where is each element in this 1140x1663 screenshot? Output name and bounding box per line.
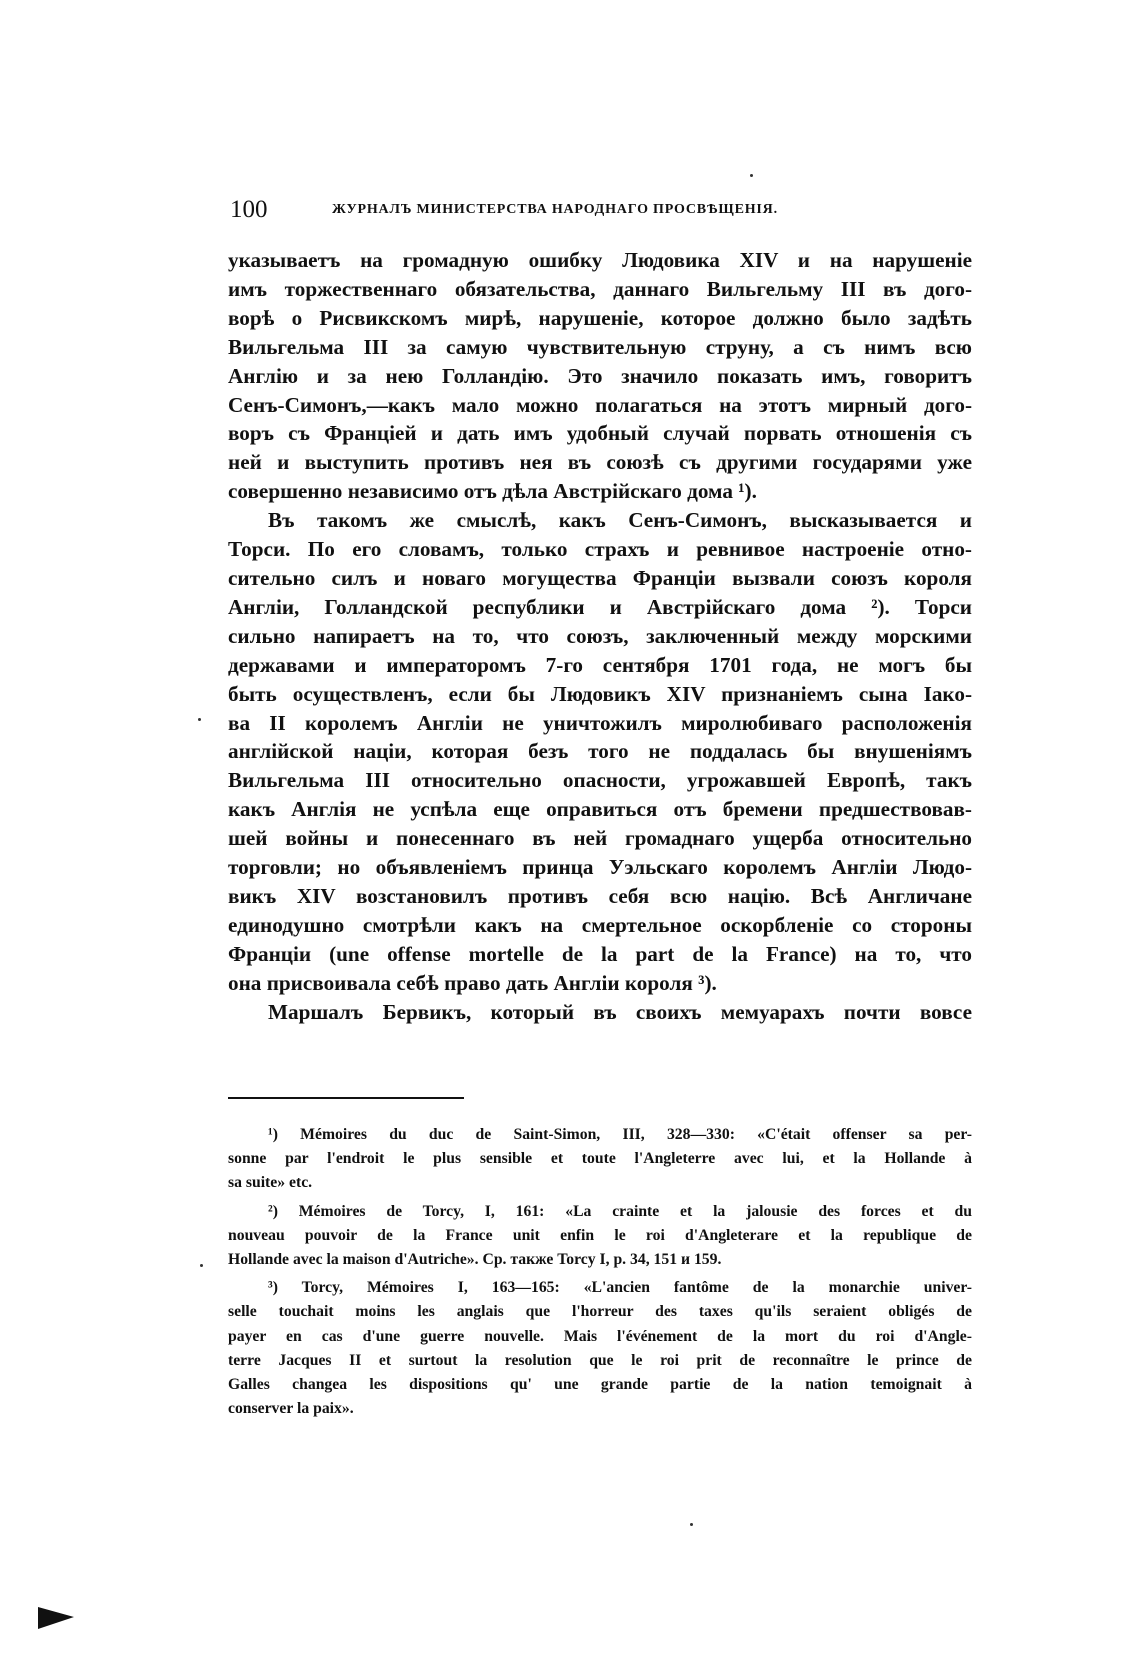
text-line: англійской націи, которая безъ того не поддалась бы внушеніямъ xyxy=(228,739,972,764)
text-line: быть осуществленъ, если бы Людовикъ XIV признаніемъ сына Іако- xyxy=(228,681,972,706)
text-line: единодушно смотрѣли какъ на смертельное оскорбленіе со стороны xyxy=(228,912,972,937)
footnote-line: ¹) Mémoires du duc de Saint-Simon, III, 328—330: «C'était offenser sa per- xyxy=(268,1126,972,1143)
text-line: Вильгельма III за самую чувствительную струну, а съ нимъ всю xyxy=(228,334,972,359)
running-header xyxy=(230,196,970,226)
footnote-line: selle touchait moins les anglais que l'horreur des taxes qu'ils seraient obligés de xyxy=(228,1303,972,1321)
text-line: Торси. По его словамъ, только страхъ и ревнивое настроеніе отно- xyxy=(228,537,972,562)
footnotes xyxy=(228,1123,972,1421)
footnote-line: sa suite» etc. xyxy=(228,1174,313,1192)
footnote-line: sonne par l'endroit le plus sensible et toute l'Angleterre avec lui, et la Hollande à xyxy=(228,1150,972,1168)
footnote-line: payer en cas d'une guerre nouvelle. Mais l'événement de la mort du roi d'Angle- xyxy=(228,1327,972,1345)
text-line: Маршалъ Бервикъ, который въ своихъ мемуарахъ почти вовсе xyxy=(268,999,972,1024)
footnote-line: ²) Mémoires de Torcy, I, 161: «La crainte et la jalousie des forces et du xyxy=(268,1202,972,1220)
text-line: державами и императоромъ 7-го сентября 1701 года, не могъ бы xyxy=(228,652,972,677)
text-line: она присвоивала себѣ право дать Англіи короля ³). xyxy=(228,970,717,995)
text-line: Вильгельма III относительно опасности, угрожавшей Европѣ, такъ xyxy=(228,768,972,793)
text-line: указываетъ на громадную ошибку Людовика XIV и на нарушеніе xyxy=(228,248,972,272)
footnote-rule xyxy=(228,1097,464,1099)
footnote-line: Hollande avec la maison d'Autriche». Ср. также Torcy I, p. 34, 151 и 159. xyxy=(228,1251,722,1269)
main-text xyxy=(228,246,972,1026)
speck-mark xyxy=(200,1264,203,1267)
text-line: Англію и за нею Голландію. Это значило показать имъ, говоритъ xyxy=(228,363,972,388)
journal-title: ЖУРНАЛЪ МИНИСТЕРСТВА НАРОДНАГО ПРОСВѢЩЕНІЯ. xyxy=(332,202,778,217)
text-line: воръ съ Франціей и дать имъ удобный случай порвать отношенія съ xyxy=(228,421,972,446)
triangle-marker-icon xyxy=(38,1607,74,1629)
text-line: ва II королемъ Англіи не уничтожилъ миролюбиваго расположенія xyxy=(228,710,972,735)
text-line: ворѣ о Рисвикскомъ мирѣ, нарушеніе, которое должно было задѣть xyxy=(228,305,972,330)
page-number: 100 xyxy=(230,196,268,223)
speck-mark xyxy=(690,1523,693,1526)
text-line: шей войны и понесеннаго въ ней громаднаго ущерба относительно xyxy=(228,826,972,851)
text-line: Франціи (une offense mortelle de la part de la France) на то, что xyxy=(228,941,972,966)
text-line: имъ торжественнаго обязательства, даннаго Вильгельму III въ дого- xyxy=(228,276,972,301)
text-line: Англіи, Голландской республики и Австрійскаго дома ²). Торси xyxy=(228,594,972,619)
footnote-line: terre Jacques II et surtout la resolution que le roi prit de reconnaître le prince de xyxy=(228,1351,972,1369)
footnote-line: nouveau pouvoir de la France unit enfin le roi d'Angleterare et la republique de xyxy=(228,1226,972,1244)
speck-mark xyxy=(750,174,753,177)
text-line: Въ такомъ же смыслѣ, какъ Сенъ-Симонъ, высказывается и xyxy=(268,508,972,533)
text-line: совершенно независимо отъ дѣла Австрійскаго дома ¹). xyxy=(228,479,757,504)
footnote-line: Galles changea les dispositions qu' une grande partie de la nation temoignait à xyxy=(228,1376,972,1394)
text-line: какъ Англія не успѣла еще оправиться отъ бремени предшествовав- xyxy=(228,797,972,822)
footnote-line: ³) Torcy, Mémoires I, 163—165: «L'ancien fantôme de la monarchie univer- xyxy=(268,1279,972,1297)
text-line: Сенъ-Симонъ,—какъ мало можно полагаться на этотъ мирный дого- xyxy=(228,392,972,417)
text-line: торговли; но объявленіемъ принца Уэльскаго королемъ Англіи Людо- xyxy=(228,855,972,880)
text-line: ней и выступить противъ нея въ союзѣ съ другими государями уже xyxy=(228,450,972,475)
speck-mark xyxy=(198,718,201,721)
text-line: викъ XIV возстановилъ противъ себя всю націю. Всѣ Англичане xyxy=(228,883,972,908)
text-line: сильно напираетъ на то, что союзъ, заключенный между морскими xyxy=(228,623,972,648)
footnote-line: conserver la paix». xyxy=(228,1400,354,1418)
text-line: сительно силъ и новаго могущества Франціи вызвали союзъ короля xyxy=(228,565,972,590)
